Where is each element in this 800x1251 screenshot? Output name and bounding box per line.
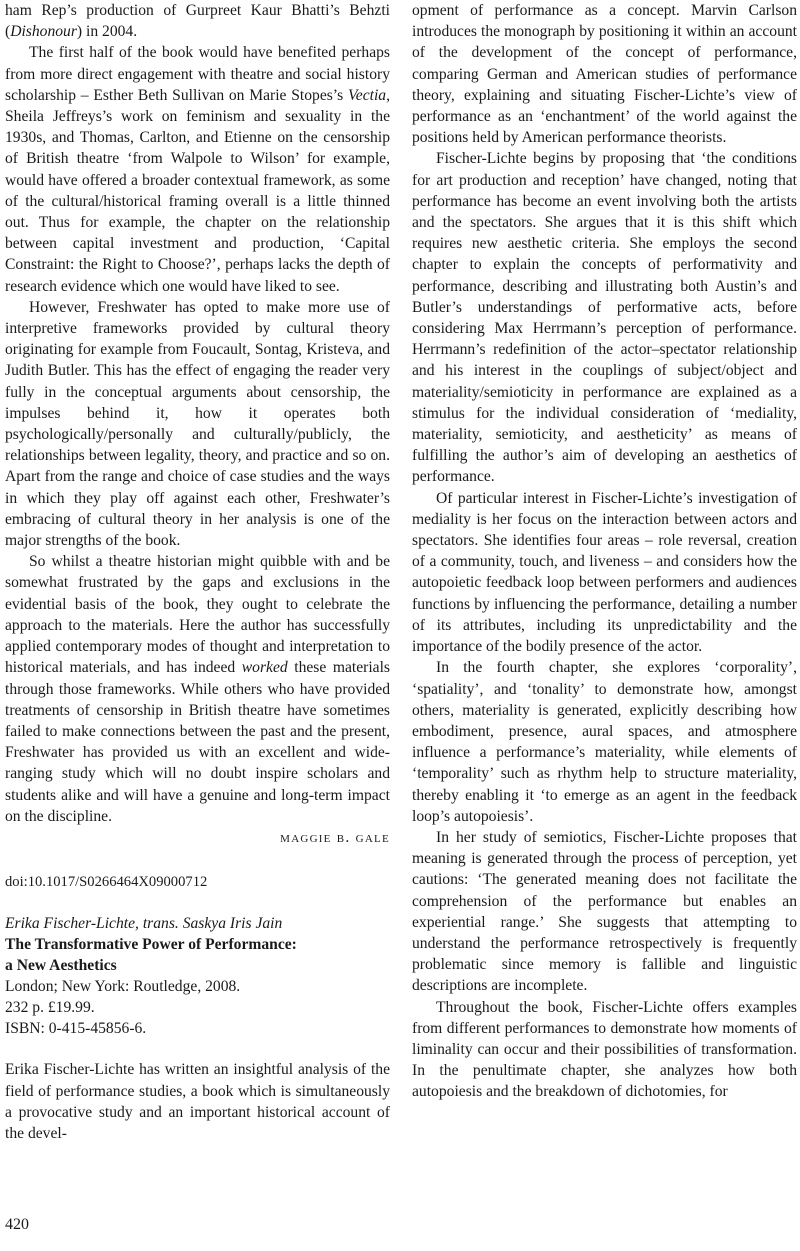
paragraph: The first half of the book would have benefited perhaps from more direct engagement with theatre and social history scholarship – Esther Beth Sullivan on Marie Stopes’s Vectia, Sheila Jeffreys’s work on feminism and sexuality in the 1930s, and Thomas, Carlton, and Etienne on the censorship of British theatre ‘from Walpole to Wilson’ for example, would have offered a broader contextual framework, as some of the cultural/historical framing overall is a little thinned out. Thus for example, the chapter on the relationship between capital investment and production, ‘Capital Constraint: the Right to Choose?’, perhaps lacks the depth of research evidence which one would have liked to see.: [5, 44, 390, 295]
review-book-publisher: London; New York: Routledge, 2008.: [5, 978, 241, 996]
right-column: [412, 0, 797, 1103]
review-intro-paragraph: Erika Fischer-Lichte has written an insightful analysis of the field of performance studies, a book which is simultaneously a provocative study and an important historical account of the devel-: [5, 1061, 390, 1142]
review-book-title-cont: a New Aesthetics: [5, 957, 117, 975]
paragraph: Throughout the book, Fischer-Lichte offers examples from different performances to demonstrate how moments of liminality can occur and their possibilities of transformation. In the penultimate chapter, she analyzes how both autopoiesis and the breakdown of dichotomies, for: [412, 998, 797, 1101]
paragraph: However, Freshwater has opted to make more use of interpretive frameworks provided by cultural theory originating for example from Foucault, Sontag, Kristeva, and Judith Butler. This has the effect of engaging the reader very fully in the conceptual arguments about censorship, the impulses behind it, how it operates both psychologically/personally and culturally/publicly, the relationships between legality, theory, and practice and so on. Apart from the range and choice of case studies and the ways in which they play off against each other, Freshwater’s embracing of cultural theory in her analysis is one of the major strengths of the book.: [5, 298, 390, 550]
paragraph: So whilst a theatre historian might quibble with and be somewhat frustrated by the gaps and exclusions in the evidential basis of the book, they ought to celebrate the approach to the materials. Here the author has successfully applied contemporary modes of thought and interpretation to historical materials, and has indeed worked these materials through those frameworks. While others who have provided treatments of censorship in British theatre have sometimes failed to make connections between the past and the present, Freshwater has provided us with an excellent and wide-ranging study which will no doubt inspire scholars and students alike and will have a genuine and long-term impact on the discipline.: [5, 553, 390, 825]
review-book-title: The Transformative Power of Performance:: [5, 936, 297, 954]
page-number: 420: [5, 1216, 29, 1233]
paragraph: Of particular interest in Fischer-Lichte’s investigation of mediality is her focus on the interaction between actors and spectators. She identifies four areas – role reversal, creation of a community, touch, and liveness – and considers how the autopoietic feedback loop between performers and audiences functions by influencing the performance, detailing a number of its attributes, including its unpredictability and the importance of the bodily presence of the actor.: [412, 489, 797, 656]
paragraph: In her study of semiotics, Fischer-Lichte proposes that meaning is generated through the process of perception, yet cautions: ‘The generated meaning does not facilitate the comprehension of the performance but enables an experiential range.’ She suggests that attempting to understand the performance retrospectively is frequently problematic since memory is fallible and linguistic descriptions are incomplete.: [412, 828, 797, 995]
review-header: [5, 913, 390, 1039]
paragraph: In the fourth chapter, she explores ‘corporality’, ‘spatiality’, and ‘tonality’ to demonstrate how, amongst others, materiality is generated, explicitly describing how embodiment, presence, aural spaces, and atmosphere influence a performance’s materiality, while elements of ‘temporality’ such as rhythm help to structure materiality, thereby enabling it ‘to emerge as an agent in the feedback loop’s autopoiesis’.: [412, 659, 797, 825]
left-column: [5, 0, 390, 1144]
paragraph: Fischer-Lichte begins by proposing that ‘the conditions for art production and reception’ have changed, noting that performance has become an event involving both the artists and the spectators. She argues that it is this shift which requires new aesthetic criteria. She employs the second chapter to explain the concepts of performativity and performance, describing and illustrating both Austin’s and Butler’s understandings of performative acts, before considering Max Herrmann’s perception of performance. Herrmann’s redefinition of the actor–spectator relationship and his interest in the couplings of subject/object and materiality/semioticity in performance are explained as a stimulus for the individual consideration of ‘mediality, materiality, semioticity, and aestheticity’ as means of fulfilling the author’s aim of developing an aesthetics of performance.: [412, 150, 797, 486]
paragraph: ham Rep’s production of Gurpreet Kaur Bhatti’s Behzti (Dishonour) in 2004.: [5, 2, 390, 41]
reviewer-signature: maggie b. gale: [280, 828, 390, 846]
review-book-author: Erika Fischer-Lichte, trans. Saskya Iris Jain: [5, 915, 283, 933]
review-book-pages-price: 232 p. £19.99.: [5, 999, 95, 1017]
doi: doi:10.1017/S0266464X09000712: [5, 874, 208, 891]
paragraph: opment of performance as a concept. Marvin Carlson introduces the monograph by positioning it within an account of the development of the concept of performance, comparing German and American studies of performance theory, explaining and situating Fischer-Lichte’s view of performance as an ‘enchantment’ of the world against the positions held by American performance theorists.: [412, 2, 797, 147]
review-book-isbn: ISBN: 0-415-45856-6.: [5, 1020, 147, 1038]
